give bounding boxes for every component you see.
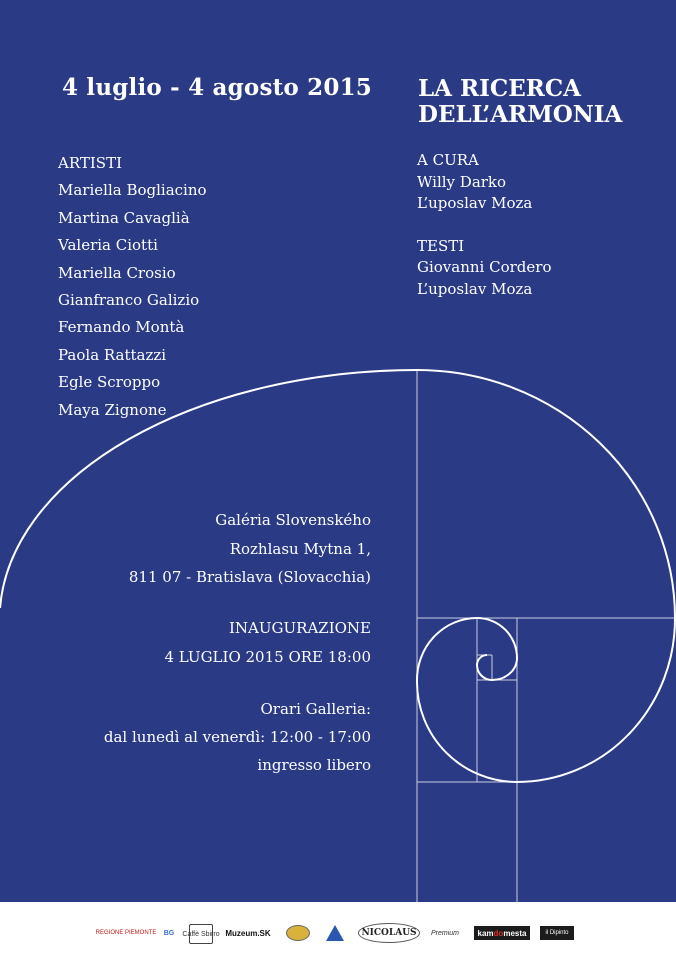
- artist-name: Paola Rattazzi: [58, 345, 167, 364]
- premium-logo: Premium: [430, 929, 459, 937]
- venue-line-1: Galéria Slovenského: [215, 511, 371, 529]
- artist-name: Mariella Crosio: [58, 263, 176, 282]
- triangle-logo: [324, 922, 346, 944]
- bulgarian-logo: BG: [163, 929, 175, 937]
- emblem-logo: [285, 922, 311, 944]
- artists-list: [58, 150, 207, 424]
- artist-name: Fernando Montà: [58, 318, 185, 337]
- muzeum-sk-logo: Muzeum.SK: [225, 928, 271, 938]
- hours-heading: Orari Galleria:: [260, 700, 371, 718]
- triangle-icon: [326, 925, 344, 941]
- venue-address: [129, 506, 371, 592]
- artist-name: Martina Cavaglià: [58, 208, 190, 227]
- regione-piemonte-logo: REGIONE PIEMONTE: [104, 922, 144, 944]
- curator-name: L’uposlav Moza: [417, 194, 533, 212]
- texts-heading: TESTI: [417, 236, 465, 255]
- sponsor-logos-bar: [0, 902, 676, 960]
- inauguration-info: [164, 614, 371, 671]
- nicolaus-logo: NICOLAUS: [358, 923, 420, 943]
- hours-entry: ingresso libero: [257, 756, 371, 774]
- golden-ratio-grid: [417, 370, 676, 902]
- artist-name: Maya Zignone: [58, 400, 167, 419]
- inauguration-heading: INAUGURAZIONE: [229, 619, 371, 637]
- hours-schedule: dal lunedì al venerdì: 12:00 - 17:00: [103, 728, 371, 746]
- inauguration-datetime: 4 LUGLIO 2015 ORE 18:00: [164, 647, 371, 666]
- texts-author: Giovanni Cordero: [417, 258, 552, 276]
- artists-heading: ARTISTI: [58, 154, 122, 172]
- artist-name: Valeria Ciotti: [58, 236, 158, 255]
- opening-hours: [104, 695, 371, 779]
- curators-heading: A CURA: [417, 151, 479, 169]
- exhibition-dates: 4 luglio - 4 agosto 2015: [62, 74, 372, 101]
- venue-line-2: Rozhlasu Mytna 1,: [229, 539, 371, 558]
- venue-line-3: 811 07 - Bratislava (Slovacchia): [128, 568, 371, 586]
- dipinto-logo: il Dipinto: [540, 926, 574, 940]
- flag-icon: [92, 928, 94, 938]
- emblem-icon: [286, 925, 310, 941]
- texts-author: L’uposlav Moza: [417, 279, 533, 298]
- artist-name: Egle Scroppo: [58, 373, 161, 392]
- exhibition-title: [418, 76, 622, 128]
- curators-section: [417, 150, 551, 300]
- kam-do-mesta-logo: kam do mesta: [474, 926, 530, 940]
- artist-name: Mariella Bogliacino: [58, 181, 207, 200]
- title-line-2: DELL’ARMONIA: [418, 101, 623, 128]
- artist-name: Gianfranco Galizio: [58, 291, 200, 310]
- curator-name: Willy Darko: [417, 172, 507, 191]
- title-line-1: LA RICERCA: [418, 75, 581, 102]
- caffe-logo: Caffè Sbirro: [189, 924, 213, 944]
